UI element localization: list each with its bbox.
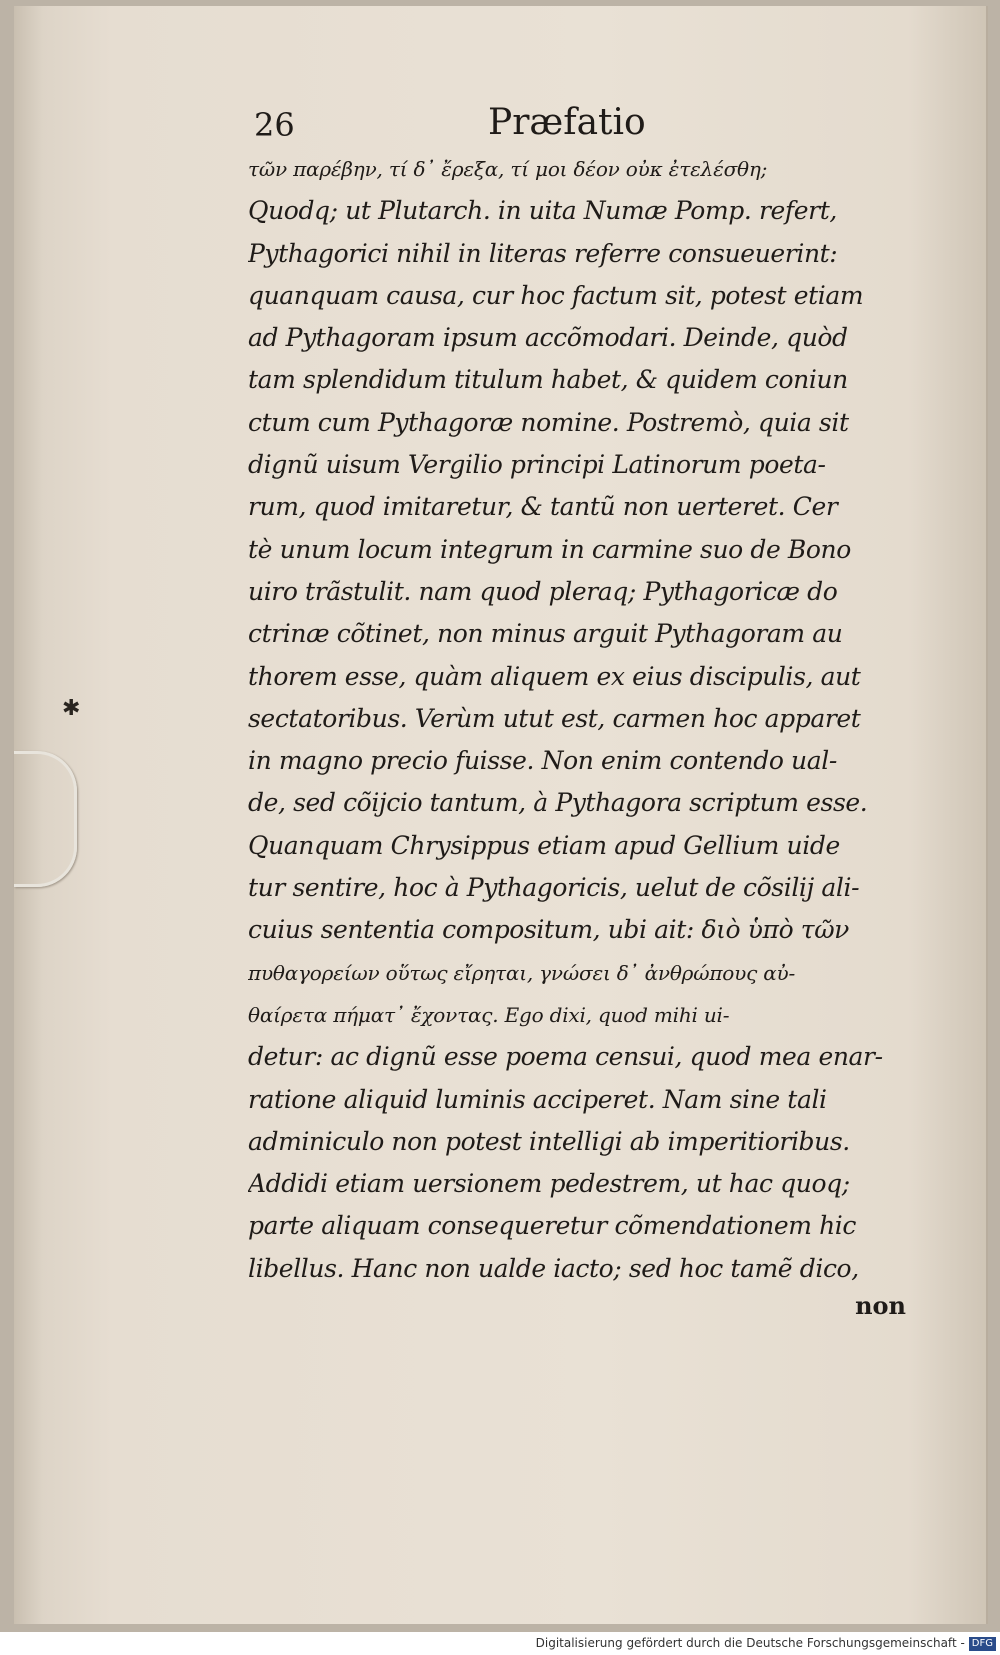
text-line: Quanquam Chrysippus etiam apud Gellium uide (248, 830, 840, 860)
text-line: adminiculo non potest intelligi ab imperitioribus. (248, 1126, 850, 1156)
dfg-logo-icon: DFG (969, 1637, 996, 1651)
text-line: ctum cum Pythagoræ nomine. Postremò, quia sit (248, 407, 849, 437)
text-line: cuius sententia compositum, ubi ait: διὸ ὑπὸ τῶν (248, 915, 849, 945)
running-head: Præfatio (488, 102, 646, 143)
text-line: in magno precio fuisse. Non enim contendo ual- (248, 746, 837, 776)
text-line: ctrinæ cõtinet, non minus arguit Pythagoram au (248, 619, 843, 649)
text-line: tur sentire, hoc à Pythagoricis, uelut de cõsilij ali- (248, 873, 860, 903)
paper-clip (14, 751, 77, 887)
text-line: quanquam causa, cur hoc factum sit, potest etiam (248, 280, 864, 310)
text-line: thorem esse, quàm aliquem ex eius discipulis, aut (248, 661, 861, 691)
text-line: τῶν παρέβην, τί δ᾽ ἔρεξα, τί μοι δέον οὐκ ἐτελέσθη; (248, 157, 768, 181)
catchword: non (855, 1291, 906, 1321)
page-number: 26 (254, 106, 295, 144)
text-line: tam splendidum titulum habet, & quidem coniun (248, 365, 848, 395)
text-line: ratione aliquid luminis acciperet. Nam sine tali (248, 1084, 827, 1114)
text-block (248, 98, 910, 1322)
text-line: sectatoribus. Verùm utut est, carmen hoc apparet (248, 703, 861, 733)
text-line: πυθαγορείων οὕτως εἴρηται, γνώσει δ᾽ ἀνθρώπους αὐ- (248, 960, 796, 985)
body-text (248, 148, 910, 1290)
text-line: uiro trãstulit. nam quod pleraq; Pythagoricæ do (248, 576, 838, 606)
text-line: Addidi etiam uersionem pedestrem, ut hac quoq; (248, 1169, 850, 1199)
text-line: Pythagorici nihil in literas referre consueuerint: (248, 238, 838, 268)
text-line: θαίρετα πήματ᾽ ἔχοντας. Ego dixi, quod mihi ui- (248, 1002, 730, 1027)
footer-credit: Digitalisierung gefördert durch die Deutsche Forschungsgemeinschaft - (535, 1636, 965, 1650)
text-line: libellus. Hanc non ualde iacto; sed hoc tamẽ dico, (248, 1253, 859, 1283)
text-line: dignũ uisum Vergilio principi Latinorum poeta- (248, 450, 826, 480)
text-line: detur: ac dignũ esse poema censui, quod mea enar- (248, 1042, 883, 1072)
digitization-footer (0, 1632, 1000, 1655)
text-line: tè unum locum integrum in carmine suo de Bono (248, 534, 851, 564)
text-line: Quodq; ut Plutarch. in uita Numæ Pomp. refert, (248, 196, 837, 226)
text-line: rum, quod imitaretur, & tantũ non uerteret. Cer (248, 492, 838, 522)
text-line: de, sed cõijcio tantum, à Pythagora scriptum esse. (248, 788, 868, 818)
margin-mark-icon: ✱ (62, 696, 81, 721)
text-line: ad Pythagoram ipsum accõmodari. Deinde, quòd (248, 323, 848, 353)
text-line: parte aliquam consequeretur cõmendationem hic (248, 1211, 856, 1241)
page-header (248, 98, 910, 148)
